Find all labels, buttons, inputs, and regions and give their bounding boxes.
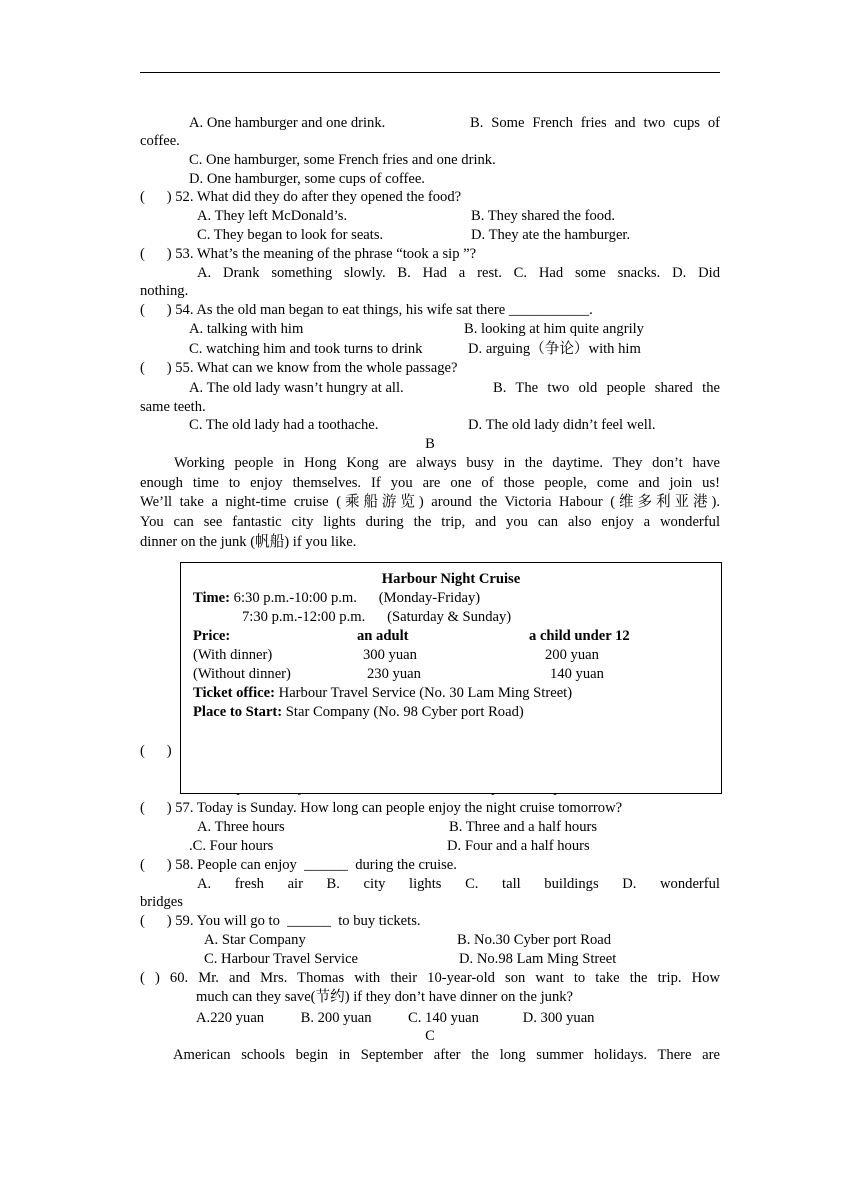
- q52-option-b: B. They shared the food.: [471, 208, 616, 224]
- cruise-with-adult: 300 yuan: [363, 647, 417, 663]
- cruise-ticket-office: Ticket office: Harbour Travel Service (No. 30 Lam Ming Street): [193, 685, 573, 701]
- passage-b-line-5: dinner on the junk (帆船) if you like.: [140, 534, 357, 550]
- q55-option-a: A. The old lady wasn’t hungry at all.: [189, 380, 404, 396]
- passage-c-line-1: American schools begin in September after the long summer holidays. There are: [173, 1047, 720, 1063]
- q55-option-d: D. The old lady didn’t feel well.: [468, 417, 656, 433]
- q57-option-a: A. Three hours: [197, 819, 285, 835]
- passage-b-line-2: enough time to enjoy themselves. If you are one of those people, come and join us!: [140, 475, 720, 491]
- q54-option-c: C. watching him and took turns to drink: [189, 341, 423, 357]
- q60-options: A.220 yuan B. 200 yuan C. 140 yuan D. 300 yuan: [196, 1010, 595, 1026]
- q52-option-d: D. They ate the hamburger.: [471, 227, 631, 243]
- q53-stem: ( ) 53. What’s the meaning of the phrase “took a sip ”?: [140, 246, 477, 262]
- q55-option-b-cont: same teeth.: [140, 399, 206, 415]
- q59-stem: ( ) 59. You will go to ______ to buy tickets.: [140, 913, 421, 929]
- q52-option-a: A. They left McDonald’s.: [197, 208, 348, 224]
- cruise-with-dinner: (With dinner): [193, 647, 273, 663]
- q54-stem: ( ) 54. As the old man began to eat things, his wife sat there ___________.: [140, 302, 593, 318]
- passage-b-line-3: We’ll take a night-time cruise (乘船游览) around the Victoria Habour (维多利亚港).: [140, 494, 720, 510]
- q51-option-b: B. Some French fries and two cups of: [470, 115, 720, 131]
- cruise-title: Harbour Night Cruise: [381, 571, 521, 587]
- q60-stem-cont: much can they save(节约) if they don’t have dinner on the junk?: [196, 989, 574, 1005]
- cruise-with-child: 200 yuan: [545, 647, 599, 663]
- cruise-time-weekend: 7:30 p.m.-12:00 p.m. (Saturday & Sunday): [242, 609, 512, 625]
- cruise-without-dinner: (Without dinner): [193, 666, 291, 682]
- q55-stem: ( ) 55. What can we know from the whole passage?: [140, 360, 458, 376]
- q58-stem: ( ) 58. People can enjoy ______ during the cruise.: [140, 857, 457, 873]
- cruise-time-weekday: Time: 6:30 p.m.-10:00 p.m. (Monday-Friday): [193, 590, 481, 606]
- q58-options: A. fresh air B. city lights C. tall buildings D. wonderful: [197, 876, 720, 892]
- passage-b-line-4: You can see fantastic city lights during the trip, and you can also enjoy a wonderful: [140, 514, 720, 530]
- q54-option-b: B. looking at him quite angrily: [464, 321, 644, 337]
- passage-b-line-1: Working people in Hong Kong are always busy in the daytime. They don’t have: [174, 455, 720, 471]
- cruise-price-label: Price:: [193, 628, 231, 644]
- q54-option-a: A. talking with him: [189, 321, 304, 337]
- q54-option-d: D. arguing（争论）with him: [468, 341, 641, 357]
- q51-option-c: C. One hamburger, some French fries and one drink.: [189, 152, 496, 168]
- header-rule: [140, 72, 720, 73]
- q55-option-c: C. The old lady had a toothache.: [189, 417, 379, 433]
- q59-option-b: B. No.30 Cyber port Road: [457, 932, 612, 948]
- section-b-heading: B: [425, 436, 435, 452]
- q59-option-c: C. Harbour Travel Service: [204, 951, 359, 967]
- q53-options-cont: nothing.: [140, 283, 189, 299]
- cruise-col-adult: an adult: [357, 628, 409, 644]
- q59-option-a: A. Star Company: [204, 932, 306, 948]
- q58-options-cont: bridges: [140, 894, 183, 910]
- section-c-heading: C: [425, 1028, 435, 1044]
- q51-option-a: A. One hamburger and one drink.: [189, 115, 386, 131]
- q52-option-c: C. They began to look for seats.: [197, 227, 384, 243]
- cruise-time-label: Time:: [193, 590, 231, 606]
- q55-option-b: B. The two old people shared the: [493, 380, 720, 396]
- cruise-without-adult: 230 yuan: [367, 666, 421, 682]
- cruise-col-child: a child under 12: [529, 628, 630, 644]
- q53-options: A. Drank something slowly. B. Had a rest. C. Had some snacks. D. Did: [197, 265, 720, 281]
- cruise-without-child: 140 yuan: [550, 666, 604, 682]
- cruise-place-to-start: Place to Start: Star Company (No. 98 Cyber port Road): [193, 704, 524, 720]
- q52-stem: ( ) 52. What did they do after they opened the food?: [140, 189, 462, 205]
- q56-stem: ( ): [140, 743, 172, 759]
- q51-option-d: D. One hamburger, some cups of coffee.: [189, 171, 425, 187]
- q57-option-c: .C. Four hours: [189, 838, 274, 854]
- q59-option-d: D. No.98 Lam Ming Street: [459, 951, 617, 967]
- q57-stem: ( ) 57. Today is Sunday. How long can people enjoy the night cruise tomorrow?: [140, 800, 623, 816]
- q57-option-b: B. Three and a half hours: [449, 819, 598, 835]
- q60-stem: ( ) 60. Mr. and Mrs. Thomas with their 10-year-old son want to take the trip. How: [140, 970, 720, 986]
- q51-option-b-cont: coffee.: [140, 133, 180, 149]
- q57-option-d: D. Four and a half hours: [447, 838, 590, 854]
- cruise-info-box: [180, 562, 722, 794]
